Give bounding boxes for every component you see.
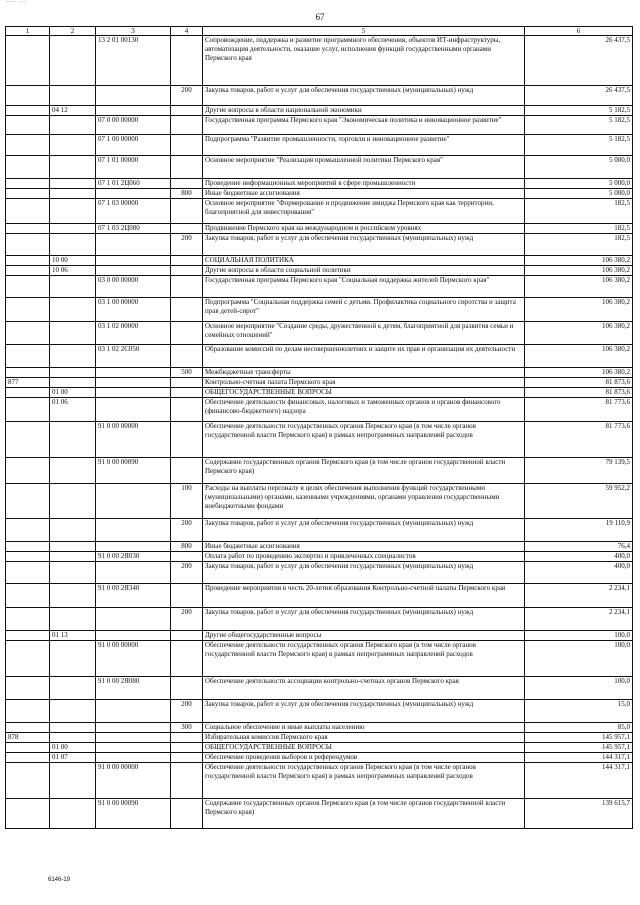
amount-cell: 26 437,5	[525, 36, 633, 86]
admin-code-cell	[6, 368, 50, 378]
table-row	[6, 608, 633, 631]
section-code-cell	[50, 562, 96, 584]
table-row	[6, 733, 633, 743]
description-cell: Обеспечение деятельности ассоциации контрольно-счетных органов Пермского края	[203, 677, 525, 700]
amount-cell: 400,0	[525, 562, 633, 584]
section-code-cell	[50, 276, 96, 298]
amount-cell: 144 317,1	[525, 763, 633, 799]
description-cell: ОБЩЕГОСУДАРСТВЕННЫЕ ВОПРОСЫ	[203, 743, 525, 753]
table-row	[6, 484, 633, 519]
description-cell: Иные бюджетные ассигнования	[203, 542, 525, 552]
expense-type-cell	[171, 552, 203, 562]
description-cell: Основное мероприятие "Реализация промышленной политики Пермского края"	[203, 156, 525, 179]
section-code-cell: 01 13	[50, 631, 96, 641]
expense-type-cell	[171, 256, 203, 266]
target-article-cell: 03 1 00 00000	[96, 298, 171, 322]
description-cell: Государственная программа Пермского края "Социальная поддержка жителей Пермского края"	[203, 276, 525, 298]
table-row	[6, 199, 633, 224]
admin-code-cell	[6, 86, 50, 106]
section-code-cell	[50, 378, 96, 388]
expense-type-cell: 100	[171, 484, 203, 519]
admin-code-cell	[6, 398, 50, 422]
table-row	[6, 398, 633, 422]
section-code-cell: 04 12	[50, 106, 96, 116]
description-cell: ОБЩЕГОСУДАРСТВЕННЫЕ ВОПРОСЫ	[203, 388, 525, 398]
section-code-cell	[50, 36, 96, 86]
admin-code-cell	[6, 322, 50, 345]
corner-mark: ~~~ ~~	[6, 0, 27, 5]
expense-type-cell	[171, 36, 203, 86]
description-cell: Подпрограмма "Развитие промышленности, торговли и инновационное развитие"	[203, 135, 525, 156]
table-row	[6, 641, 633, 677]
expense-type-cell	[171, 763, 203, 799]
expense-type-cell	[171, 276, 203, 298]
description-cell: Избирательная комиссия Пермского края	[203, 733, 525, 743]
expense-type-cell: 200	[171, 234, 203, 256]
table-row	[6, 743, 633, 753]
expense-type-cell: 200	[171, 562, 203, 584]
section-code-cell	[50, 677, 96, 700]
table-row	[6, 234, 633, 256]
amount-cell: 145 957,1	[525, 733, 633, 743]
admin-code-cell	[6, 743, 50, 753]
amount-cell: 400,0	[525, 552, 633, 562]
target-article-cell	[96, 700, 171, 723]
section-code-cell	[50, 641, 96, 677]
expense-type-cell: 500	[171, 368, 203, 378]
section-code-cell	[50, 368, 96, 378]
expense-type-cell	[171, 584, 203, 608]
amount-cell: 26 437,5	[525, 86, 633, 106]
target-article-cell	[96, 631, 171, 641]
section-code-cell	[50, 608, 96, 631]
amount-cell: 106 380,2	[525, 266, 633, 276]
description-cell: Содержание государственных органов Пермского края (в том числе органов государственной власти Пермского края)	[203, 799, 525, 829]
expense-type-cell: 800	[171, 189, 203, 199]
section-code-cell: 01 00	[50, 388, 96, 398]
amount-cell: 182,5	[525, 224, 633, 234]
amount-cell: 79 139,5	[525, 458, 633, 484]
admin-code-cell	[6, 542, 50, 552]
expense-type-cell: 200	[171, 86, 203, 106]
amount-cell: 182,5	[525, 234, 633, 256]
admin-code-cell	[6, 266, 50, 276]
section-code-cell: 01 00	[50, 743, 96, 753]
table-row	[6, 422, 633, 458]
admin-code-cell	[6, 631, 50, 641]
section-code-cell	[50, 519, 96, 542]
description-cell: Обеспечение деятельности финансовых, налоговых и таможенных органов и органов финансового (финансово-бюджетного) надзора	[203, 398, 525, 422]
description-cell: Сопровождение, поддержка и развитие программного обеспечения, объектов ИТ-инфраструктуры, автоматизация деятельности, оказание услуг, исполнения функций государственными органами Пермского края	[203, 36, 525, 86]
target-article-cell: 91 0 00 00000	[96, 422, 171, 458]
target-article-cell: 07 1 00 00000	[96, 135, 171, 156]
expense-type-cell	[171, 266, 203, 276]
amount-cell: 5 182,5	[525, 116, 633, 135]
table-row	[6, 86, 633, 106]
expense-type-cell	[171, 116, 203, 135]
amount-cell: 106 380,2	[525, 345, 633, 368]
admin-code-cell	[6, 562, 50, 584]
amount-cell: 85,0	[525, 723, 633, 733]
section-code-cell	[50, 189, 96, 199]
amount-cell: 145 957,1	[525, 743, 633, 753]
description-cell: Подпрограмма "Социальная поддержка семей с детьми. Профилактика социального сиротства и защита прав детей-сирот"	[203, 298, 525, 322]
admin-code-cell	[6, 345, 50, 368]
expense-type-cell	[171, 458, 203, 484]
admin-code-cell	[6, 608, 50, 631]
amount-cell: 81 773,6	[525, 422, 633, 458]
description-cell: Закупка товаров, работ и услуг для обеспечения государственных (муниципальных) нужд	[203, 562, 525, 584]
amount-cell: 5 000,0	[525, 189, 633, 199]
expense-type-cell	[171, 106, 203, 116]
target-article-cell: 91 0 00 2Я340	[96, 584, 171, 608]
amount-cell: 106 380,2	[525, 298, 633, 322]
section-code-cell	[50, 298, 96, 322]
admin-code-cell	[6, 584, 50, 608]
amount-cell: 81 873,6	[525, 378, 633, 388]
description-cell: Проведение мероприятия в честь 20-летия образования Контрольно-счетной палаты Пермского края	[203, 584, 525, 608]
description-cell: Иные бюджетные ассигнования	[203, 189, 525, 199]
section-code-cell: 01 06	[50, 398, 96, 422]
amount-cell: 2 234,1	[525, 584, 633, 608]
target-article-cell: 13 2 01 00130	[96, 36, 171, 86]
budget-table	[5, 26, 633, 829]
target-article-cell	[96, 519, 171, 542]
admin-code-cell	[6, 677, 50, 700]
description-cell: Содержание государственных органов Пермского края (в том числе органов государственной власти Пермского края)	[203, 458, 525, 484]
column-header: 3	[96, 27, 171, 36]
admin-code-cell	[6, 641, 50, 677]
admin-code-cell	[6, 753, 50, 763]
admin-code-cell	[6, 116, 50, 135]
table-row	[6, 519, 633, 542]
expense-type-cell	[171, 179, 203, 189]
table-row	[6, 266, 633, 276]
expense-type-cell	[171, 388, 203, 398]
target-article-cell	[96, 368, 171, 378]
target-article-cell	[96, 234, 171, 256]
admin-code-cell	[6, 519, 50, 542]
admin-code-cell	[6, 552, 50, 562]
target-article-cell: 91 0 00 2Я080	[96, 677, 171, 700]
section-code-cell	[50, 700, 96, 723]
section-code-cell	[50, 179, 96, 189]
section-code-cell: 10 06	[50, 266, 96, 276]
admin-code-cell	[6, 276, 50, 298]
section-code-cell	[50, 135, 96, 156]
admin-code-cell: 878	[6, 733, 50, 743]
admin-code-cell	[6, 156, 50, 179]
section-code-cell	[50, 345, 96, 368]
column-header: 1	[6, 27, 50, 36]
target-article-cell	[96, 378, 171, 388]
description-cell: Закупка товаров, работ и услуг для обеспечения государственных (муниципальных) нужд	[203, 86, 525, 106]
amount-cell: 139 615,7	[525, 799, 633, 829]
expense-type-cell	[171, 753, 203, 763]
section-code-cell	[50, 799, 96, 829]
target-article-cell: 07 1 01 00000	[96, 156, 171, 179]
target-article-cell	[96, 542, 171, 552]
section-code-cell	[50, 322, 96, 345]
admin-code-cell	[6, 388, 50, 398]
target-article-cell	[96, 256, 171, 266]
admin-code-cell	[6, 189, 50, 199]
amount-cell: 5 182,5	[525, 135, 633, 156]
description-cell: Расходы на выплаты персоналу в целях обеспечения выполнения функций государственными (муниципальными) органами, казенными учреждениями, органами управления государственными внебюджетными фондами	[203, 484, 525, 519]
admin-code-cell	[6, 799, 50, 829]
target-article-cell	[96, 266, 171, 276]
expense-type-cell	[171, 345, 203, 368]
table-row	[6, 276, 633, 298]
section-code-cell	[50, 723, 96, 733]
amount-cell: 15,0	[525, 700, 633, 723]
table-row	[6, 156, 633, 179]
admin-code-cell	[6, 36, 50, 86]
amount-cell: 76,4	[525, 542, 633, 552]
admin-code-cell	[6, 700, 50, 723]
expense-type-cell	[171, 156, 203, 179]
section-code-cell	[50, 542, 96, 552]
description-cell: Обеспечение деятельности государственных органов Пермского края (в том числе органов государственной власти Пермского края) в рамках непрограммных направлений расходов	[203, 641, 525, 677]
header-row	[6, 27, 633, 36]
description-cell: Межбюджетные трансферты	[203, 368, 525, 378]
description-cell: Другие вопросы в области национальной экономики	[203, 106, 525, 116]
admin-code-cell	[6, 179, 50, 189]
table-row	[6, 799, 633, 829]
column-header: 2	[50, 27, 96, 36]
admin-code-cell	[6, 763, 50, 799]
admin-code-cell	[6, 106, 50, 116]
table-row	[6, 378, 633, 388]
admin-code-cell	[6, 484, 50, 519]
table-row	[6, 388, 633, 398]
table-row	[6, 135, 633, 156]
description-cell: Другие вопросы в области социальной политики	[203, 266, 525, 276]
target-article-cell	[96, 398, 171, 422]
table-row	[6, 700, 633, 723]
description-cell: Контрольно-счетная палата Пермского края	[203, 378, 525, 388]
target-article-cell	[96, 753, 171, 763]
table-body	[6, 36, 633, 829]
amount-cell: 100,0	[525, 677, 633, 700]
expense-type-cell	[171, 322, 203, 345]
table-row	[6, 562, 633, 584]
target-article-cell: 07 1 01 2Ц060	[96, 179, 171, 189]
amount-cell: 106 380,2	[525, 322, 633, 345]
target-article-cell	[96, 484, 171, 519]
target-article-cell	[96, 86, 171, 106]
expense-type-cell	[171, 641, 203, 677]
section-code-cell	[50, 733, 96, 743]
expense-type-cell: 200	[171, 519, 203, 542]
section-code-cell	[50, 86, 96, 106]
column-header: 6	[525, 27, 633, 36]
description-cell: Обеспечение проведения выборов и референдумов	[203, 753, 525, 763]
admin-code-cell	[6, 723, 50, 733]
table-row	[6, 179, 633, 189]
description-cell: Закупка товаров, работ и услуг для обеспечения государственных (муниципальных) нужд	[203, 700, 525, 723]
amount-cell: 81 773,6	[525, 398, 633, 422]
section-code-cell	[50, 584, 96, 608]
amount-cell: 100,0	[525, 641, 633, 677]
expense-type-cell	[171, 743, 203, 753]
description-cell: Закупка товаров, работ и услуг для обеспечения государственных (муниципальных) нужд	[203, 608, 525, 631]
expense-type-cell	[171, 135, 203, 156]
description-cell: СОЦИАЛЬНАЯ ПОЛИТИКА	[203, 256, 525, 266]
admin-code-cell	[6, 224, 50, 234]
section-code-cell	[50, 224, 96, 234]
table-row	[6, 677, 633, 700]
description-cell: Закупка товаров, работ и услуг для обеспечения государственных (муниципальных) нужд	[203, 519, 525, 542]
amount-cell: 5 000,0	[525, 156, 633, 179]
admin-code-cell	[6, 458, 50, 484]
section-code-cell	[50, 234, 96, 256]
table-row	[6, 631, 633, 641]
amount-cell: 59 952,2	[525, 484, 633, 519]
description-cell: Закупка товаров, работ и услуг для обеспечения государственных (муниципальных) нужд	[203, 234, 525, 256]
target-article-cell	[96, 189, 171, 199]
expense-type-cell	[171, 398, 203, 422]
table-row	[6, 753, 633, 763]
table-row	[6, 116, 633, 135]
section-code-cell	[50, 199, 96, 224]
target-article-cell: 91 0 00 00090	[96, 799, 171, 829]
table-row	[6, 256, 633, 266]
target-article-cell: 03 1 02 2С050	[96, 345, 171, 368]
section-code-cell: 10 00	[50, 256, 96, 266]
expense-type-cell	[171, 224, 203, 234]
table-row	[6, 542, 633, 552]
description-cell: Другие общегосударственные вопросы	[203, 631, 525, 641]
target-article-cell	[96, 733, 171, 743]
amount-cell: 100,0	[525, 631, 633, 641]
target-article-cell	[96, 743, 171, 753]
target-article-cell: 07 1 03 00000	[96, 199, 171, 224]
section-code-cell	[50, 116, 96, 135]
admin-code-cell	[6, 135, 50, 156]
target-article-cell: 03 1 02 00000	[96, 322, 171, 345]
amount-cell: 5 000,0	[525, 179, 633, 189]
description-cell: Проведение информационных мероприятий в сфере промышленности	[203, 179, 525, 189]
table-row	[6, 552, 633, 562]
expense-type-cell	[171, 799, 203, 829]
amount-cell: 144 317,1	[525, 753, 633, 763]
description-cell: Обеспечение деятельности государственных органов Пермского края (в том числе органов государственной власти Пермского края) в рамках непрограммных направлений расходов	[203, 763, 525, 799]
column-header: 4	[171, 27, 203, 36]
table-row	[6, 584, 633, 608]
table-row	[6, 345, 633, 368]
table-row	[6, 368, 633, 378]
table-row	[6, 298, 633, 322]
table-row	[6, 36, 633, 86]
description-cell: Государственная программа Пермского края "Экономическая политика и инновационное развитие"	[203, 116, 525, 135]
admin-code-cell	[6, 199, 50, 224]
table-row	[6, 106, 633, 116]
expense-type-cell	[171, 422, 203, 458]
target-article-cell: 91 0 00 2Я030	[96, 552, 171, 562]
description-cell: Продвижение Пермского края на международном и российском уровнях	[203, 224, 525, 234]
admin-code-cell	[6, 422, 50, 458]
expense-type-cell: 800	[171, 542, 203, 552]
amount-cell: 19 110,9	[525, 519, 633, 542]
expense-type-cell: 200	[171, 608, 203, 631]
section-code-cell	[50, 458, 96, 484]
admin-code-cell	[6, 234, 50, 256]
page-number: 67	[315, 12, 325, 22]
amount-cell: 106 380,2	[525, 256, 633, 266]
table-row	[6, 189, 633, 199]
target-article-cell: 91 0 00 00000	[96, 763, 171, 799]
section-code-cell	[50, 484, 96, 519]
amount-cell: 2 234,1	[525, 608, 633, 631]
expense-type-cell	[171, 677, 203, 700]
description-cell: Основное мероприятие "Создание среды, дружественной к детям, благоприятной для развития семьи и семейных отношений"	[203, 322, 525, 345]
column-header: 5	[203, 27, 525, 36]
target-article-cell	[96, 106, 171, 116]
expense-type-cell: 200	[171, 700, 203, 723]
admin-code-cell	[6, 298, 50, 322]
expense-type-cell	[171, 378, 203, 388]
section-code-cell	[50, 763, 96, 799]
section-code-cell	[50, 156, 96, 179]
footer-code: 6146-19	[48, 877, 71, 883]
expense-type-cell	[171, 631, 203, 641]
admin-code-cell	[6, 256, 50, 266]
amount-cell: 106 380,2	[525, 276, 633, 298]
target-article-cell	[96, 608, 171, 631]
table-row	[6, 322, 633, 345]
target-article-cell: 91 0 00 00000	[96, 641, 171, 677]
amount-cell: 106 380,2	[525, 368, 633, 378]
target-article-cell	[96, 723, 171, 733]
section-code-cell: 01 07	[50, 753, 96, 763]
table-row	[6, 458, 633, 484]
expense-type-cell	[171, 199, 203, 224]
description-cell: Социальное обеспечение и иные выплаты населению	[203, 723, 525, 733]
target-article-cell	[96, 562, 171, 584]
amount-cell: 5 182,5	[525, 106, 633, 116]
description-cell: Образование комиссий по делам несовершеннолетних и защите их прав и организация их деятельности	[203, 345, 525, 368]
target-article-cell: 07 0 00 00000	[96, 116, 171, 135]
target-article-cell: 91 0 00 00090	[96, 458, 171, 484]
description-cell: Оплата работ по проведению экспертиз и привлеченных специалистов	[203, 552, 525, 562]
amount-cell: 81 873,6	[525, 388, 633, 398]
description-cell: Основное мероприятие "Формирование и продвижение имиджа Пермского края как территории, благоприятной для инвестирования"	[203, 199, 525, 224]
target-article-cell: 07 1 03 2Ц080	[96, 224, 171, 234]
description-cell: Обеспечение деятельности государственных органов Пермского края (в том числе органов государственной власти Пермского края) в рамках непрограммных направлений расходов	[203, 422, 525, 458]
table-row	[6, 224, 633, 234]
expense-type-cell	[171, 298, 203, 322]
section-code-cell	[50, 422, 96, 458]
table-row	[6, 763, 633, 799]
target-article-cell	[96, 388, 171, 398]
expense-type-cell	[171, 733, 203, 743]
target-article-cell: 03 0 00 00000	[96, 276, 171, 298]
amount-cell: 182,5	[525, 199, 633, 224]
section-code-cell	[50, 552, 96, 562]
expense-type-cell: 300	[171, 723, 203, 733]
table-row	[6, 723, 633, 733]
admin-code-cell: 877	[6, 378, 50, 388]
